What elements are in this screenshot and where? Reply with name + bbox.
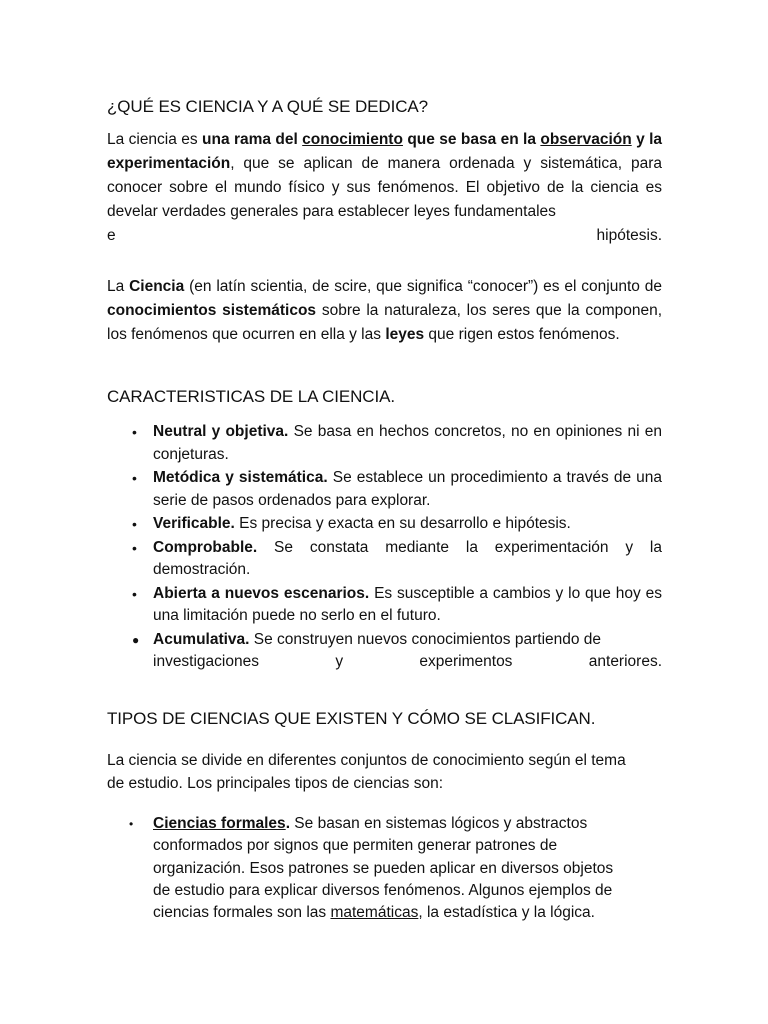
list-item: [107, 513, 662, 536]
text: , que se aplican de manera ordenada y sistemática, para conocer sobre el mundo físico y sus fenómenos. El objetivo de la ciencia es develar verdades generales para establecer leyes fundamentales: [107, 155, 662, 220]
text: que rigen estos fenómenos.: [424, 326, 620, 343]
science-types-list: [107, 813, 662, 924]
list-item: [107, 813, 628, 924]
item-label: Neutral y objetiva.: [153, 423, 289, 440]
bold-term-conocimientos: conocimientos sistemáticos: [107, 302, 317, 319]
bullet-icon: •: [132, 424, 137, 440]
bold-text: y la experimentación: [107, 131, 662, 172]
heading-caracteristicas: CARACTERISTICAS DE LA CIENCIA.: [107, 387, 395, 406]
bullet-icon: •: [132, 470, 137, 486]
bullet-icon: •: [129, 817, 134, 831]
item-text: , la estadística y la lógica.: [418, 904, 595, 922]
underlined-term-conocimiento: conocimiento: [302, 131, 403, 148]
item-text: Es precisa y exacta en su desarrollo e hipótesis.: [234, 515, 571, 532]
text: sobre la naturaleza, los seres que la componen, los fenómenos que ocurren en ella y las: [107, 302, 663, 343]
justified-last-line: [153, 651, 662, 674]
bold-term-ciencia: Ciencia: [129, 278, 185, 295]
item-label: Verificable.: [153, 515, 235, 532]
bold-text: .: [285, 815, 290, 832]
bullet-icon: •: [132, 539, 137, 556]
paragraph-definicion: [107, 128, 662, 248]
text: hipótesis.: [596, 227, 662, 244]
bullet-icon: •: [132, 585, 137, 602]
text: La ciencia se divide en diferentes conjuntos de conocimiento según el tema de estudio. Los principales tipos de ciencias son:: [107, 752, 626, 792]
item-text: Es susceptible a cambios y lo que hoy es una limitación puede no serlo en el futuro.: [153, 584, 663, 624]
text: y: [335, 653, 344, 670]
bold-text: que se basa en la: [402, 131, 541, 148]
text: investigaciones: [153, 653, 259, 670]
underlined-term-matematicas: matemáticas: [330, 904, 419, 922]
list-item: [107, 537, 662, 582]
text: La ciencia es: [107, 131, 203, 148]
heading-tipos-de-ciencias: TIPOS DE CIENCIAS QUE EXISTEN Y CÓMO SE CLASIFICAN.: [107, 709, 596, 728]
item-label: Abierta a nuevos escenarios.: [153, 584, 370, 602]
list-item: [107, 421, 662, 466]
bold-term-leyes: leyes: [385, 326, 425, 343]
heading-que-es-ciencia: ¿QUÉ ES CIENCIA Y A QUÉ SE DEDICA?: [107, 97, 428, 116]
underlined-term-ciencias-formales: Ciencias formales: [153, 815, 286, 832]
bullet-icon: ●: [132, 632, 140, 647]
list-item: [107, 467, 662, 512]
item-label: Metódica y sistemática.: [153, 469, 328, 486]
text: anteriores.: [588, 653, 662, 670]
text: e: [107, 227, 116, 244]
bold-text: una rama del: [202, 131, 303, 148]
list-item: [107, 583, 662, 628]
item-text: Se construyen nuevos conocimientos partiendo de: [249, 630, 602, 648]
item-text: Se basan en sistemas lógicos y abstractos conformados por signos que permiten generar patrones de organización. Esos patrones se pueden aplicar en diversos objetos de estudio para explicar diversos fenómenos. Algunos ejemplos de ciencias formales son las: [153, 815, 614, 922]
underlined-term-observacion: observación: [540, 131, 632, 148]
justified-last-line: [107, 224, 662, 248]
bullet-icon: •: [132, 516, 137, 532]
item-label: Acumulativa.: [153, 630, 250, 648]
item-text: Se constata mediante la experimentación y la demostración.: [153, 538, 662, 578]
item-text: Se basa en hechos concretos, no en opiniones ni en conjeturas.: [153, 423, 662, 463]
paragraph-ciencia-latin: [107, 275, 662, 347]
item-label: Comprobable.: [153, 538, 258, 556]
item-text: Se establece un procedimiento a través de una serie de pasos ordenados para explorar.: [153, 469, 662, 509]
characteristics-list: [107, 421, 662, 675]
text: experimentos: [419, 653, 513, 670]
paragraph-tipos-intro: [107, 750, 637, 795]
list-item: [107, 629, 662, 674]
text: La: [107, 278, 130, 295]
text: (en latín scientia, de scire, que significa “conocer”) es el conjunto de: [184, 278, 662, 295]
